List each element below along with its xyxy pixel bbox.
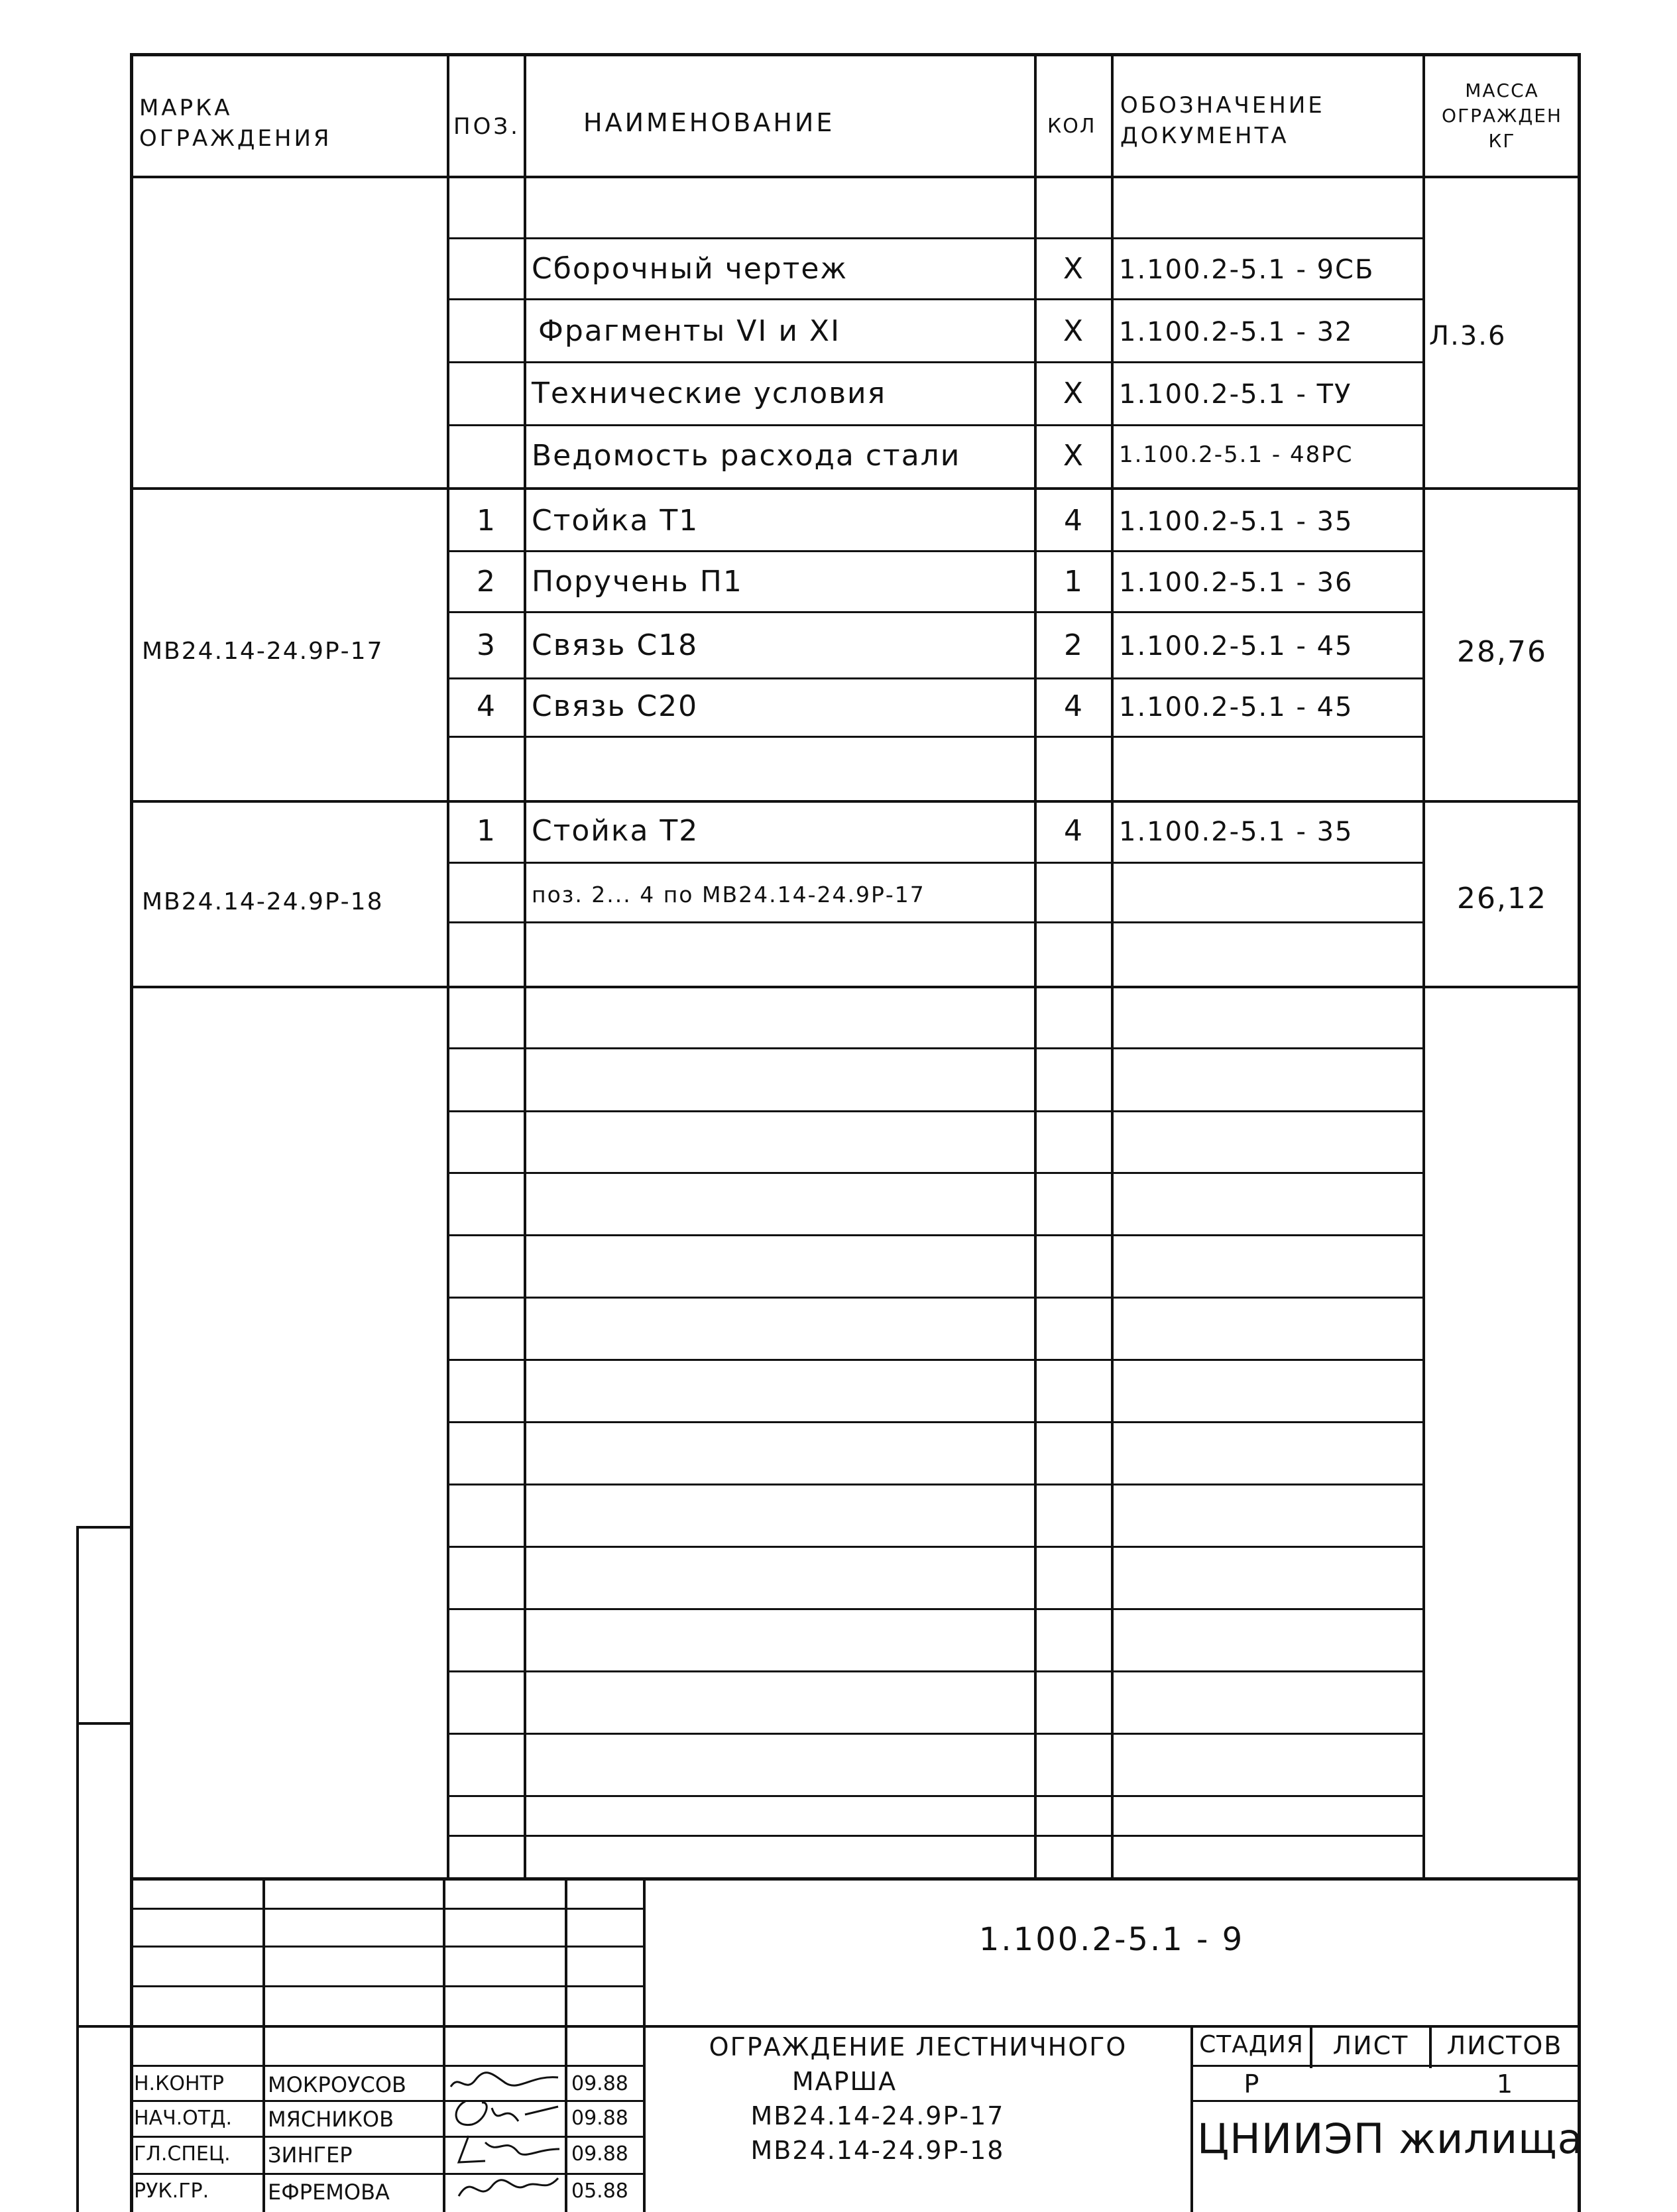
table-row-name: Стойка Т2 bbox=[532, 814, 699, 848]
person-name: МОКРОУСОВ bbox=[268, 2072, 406, 2097]
date: 09.88 bbox=[571, 2072, 628, 2095]
table-row-name: Связь С20 bbox=[532, 689, 699, 723]
table-row-name: Сборочный чертеж bbox=[532, 252, 848, 286]
table-row-doc: 1.100.2-5.1 - 36 bbox=[1119, 567, 1354, 598]
table-row-doc: 1.100.2-5.1 - 35 bbox=[1119, 817, 1354, 847]
title-line: МВ24.14-24.9Р-17 bbox=[750, 2101, 1005, 2130]
signature bbox=[445, 2060, 565, 2100]
table-row-qty: 4 bbox=[1064, 689, 1084, 723]
date: 09.88 bbox=[571, 2142, 628, 2166]
header-name: НАИМЕНОВАНИЕ bbox=[583, 108, 835, 137]
table-row-pos: 1 bbox=[477, 504, 496, 538]
table-row-name: поз. 2... 4 по МВ24.14-24.9Р-17 bbox=[532, 882, 925, 907]
person-name: МЯСНИКОВ bbox=[268, 2107, 394, 2132]
table-row-name: Технические условия bbox=[532, 377, 887, 410]
signature bbox=[445, 2095, 565, 2134]
table-row-qty: Х bbox=[1063, 314, 1085, 348]
role: Н.КОНТР bbox=[134, 2072, 224, 2095]
table-row-doc: 1.100.2-5.1 - ТУ bbox=[1119, 379, 1352, 410]
table-row-name: Поручень П1 bbox=[532, 565, 743, 599]
person-name: ЕФРЕМОВА bbox=[268, 2180, 390, 2205]
date: 05.88 bbox=[571, 2180, 628, 2203]
table-row-pos: 3 bbox=[477, 628, 496, 662]
group-mark: МВ24.14-24.9Р-18 bbox=[142, 888, 384, 915]
stage-value: Р bbox=[1243, 2069, 1259, 2099]
header-doc: ОБОЗНАЧЕНИЕ ДОКУМЕНТА bbox=[1120, 92, 1325, 149]
table-row-doc: 1.100.2-5.1 - 48РС bbox=[1119, 441, 1354, 468]
header-pos: ПОЗ. bbox=[453, 113, 520, 140]
role: НАЧ.ОТД. bbox=[134, 2107, 233, 2130]
table-row-qty: Х bbox=[1063, 439, 1085, 473]
table-row-name: Стойка Т1 bbox=[532, 504, 699, 538]
document-code: 1.100.2-5.1 - 9 bbox=[978, 1921, 1245, 1958]
group-mark: МВ24.14-24.9Р-17 bbox=[142, 638, 384, 665]
table-row-doc: 1.100.2-5.1 - 32 bbox=[1119, 317, 1354, 347]
group-mass: 28,76 bbox=[1457, 635, 1547, 669]
table-row-pos: 2 bbox=[477, 565, 496, 599]
group-mass: 26,12 bbox=[1457, 882, 1547, 915]
table-row-qty: Х bbox=[1063, 252, 1085, 286]
organization: ЦНИИЭП жилища bbox=[1197, 2115, 1584, 2163]
table-row-doc: 1.100.2-5.1 - 9СБ bbox=[1119, 255, 1375, 285]
table-row-pos: 4 bbox=[477, 689, 496, 723]
header-mass: МАССА ОГРАЖДЕН КГ bbox=[1442, 80, 1562, 152]
table-row-doc: 1.100.2-5.1 - 35 bbox=[1119, 506, 1354, 537]
general-mass: Л.3.6 bbox=[1429, 321, 1507, 351]
stage-label: СТАДИЯ bbox=[1199, 2031, 1304, 2058]
header-mark: МАРКА ОГРАЖДЕНИЯ bbox=[139, 95, 332, 152]
sheets-value: 1 bbox=[1496, 2069, 1513, 2099]
date: 09.88 bbox=[571, 2107, 628, 2130]
table-row-doc: 1.100.2-5.1 - 45 bbox=[1119, 631, 1354, 662]
signature bbox=[445, 2129, 565, 2169]
table-row-qty: Х bbox=[1063, 377, 1085, 410]
table-row-pos: 1 bbox=[477, 814, 496, 848]
table-row-doc: 1.100.2-5.1 - 45 bbox=[1119, 692, 1354, 723]
table-row-qty: 1 bbox=[1064, 565, 1084, 599]
table-row-name: Фрагменты VI и XI bbox=[538, 314, 841, 348]
role: РУК.ГР. bbox=[134, 2180, 209, 2203]
title-line: МАРША bbox=[791, 2067, 897, 2096]
table-row-name: Ведомость расхода стали bbox=[532, 439, 961, 473]
title-line: МВ24.14-24.9Р-18 bbox=[750, 2136, 1005, 2165]
sheets-label: ЛИСТОВ bbox=[1446, 2031, 1563, 2060]
person-name: ЗИНГЕР bbox=[268, 2142, 353, 2168]
header-qty: КОЛ bbox=[1047, 115, 1096, 138]
role: ГЛ.СПЕЦ. bbox=[134, 2142, 231, 2166]
table-row-qty: 4 bbox=[1064, 504, 1084, 538]
table-row-qty: 4 bbox=[1064, 814, 1084, 848]
table-row-name: Связь С18 bbox=[532, 628, 699, 662]
title-line: ОГРАЖДЕНИЕ ЛЕСТНИЧНОГО bbox=[709, 2032, 1128, 2062]
sheet-label: ЛИСТ bbox=[1332, 2031, 1409, 2060]
signature bbox=[445, 2166, 565, 2206]
table-row-qty: 2 bbox=[1064, 628, 1084, 662]
